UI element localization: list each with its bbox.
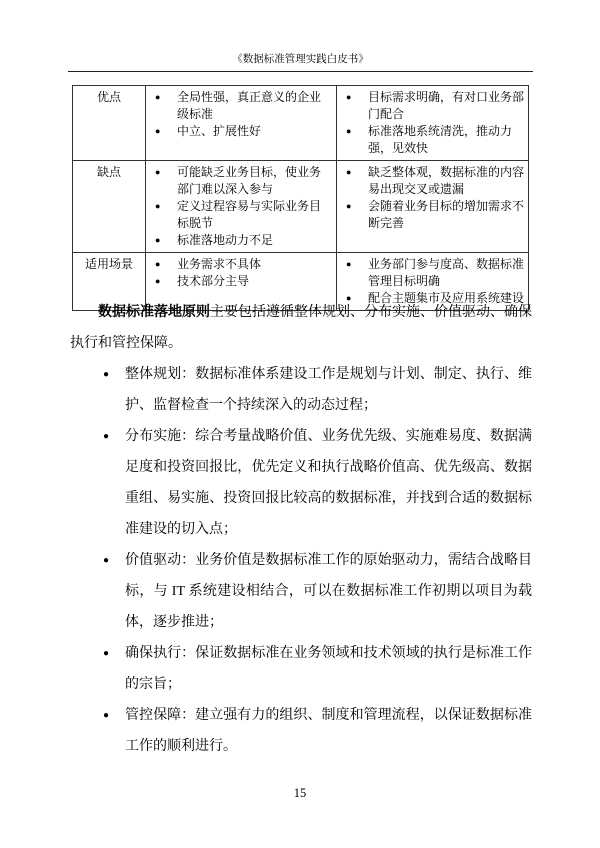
bullet-text: 会随着业务目标的增加需求不断完善	[368, 199, 525, 230]
bullet-item	[343, 89, 524, 123]
bullet-icon: ●	[155, 259, 161, 269]
bullet-item	[152, 198, 332, 232]
bullet-icon: ●	[155, 276, 161, 286]
principles-list	[70, 359, 532, 762]
bullet-text: 定义过程容易与实际业务目标脱节	[177, 199, 322, 230]
bullet-icon: ●	[155, 167, 161, 177]
principle-item	[70, 359, 532, 421]
bullet-text: 技术部分主导	[177, 274, 250, 288]
bullet-text: 标准落地系统清洗，推动力强，见效快	[368, 124, 513, 155]
row-label: 缺点	[73, 161, 146, 253]
bullet-icon: ●	[346, 126, 352, 136]
bullet-icon: ●	[103, 431, 110, 442]
lead-paragraph-rest: 主要包括遵循整体规划、分布实施、价值驱动、确保执行和管控保障。	[70, 305, 532, 351]
bullet-item	[343, 256, 524, 290]
bullet-item	[343, 164, 524, 198]
bullet-icon: ●	[103, 369, 110, 380]
row-label: 适用场景	[73, 253, 146, 310]
lead-paragraph	[70, 297, 532, 359]
bullet-icon: ●	[346, 259, 352, 269]
bullet-icon: ●	[155, 126, 161, 136]
row-col-right	[337, 86, 528, 161]
bullet-icon: ●	[155, 235, 161, 245]
principle-text: 分布实施：综合考量战略价值、业务优先级、实施难易度、数据满足度和投资回报比，优先定义和执行战略价值高、优先级高、数据重组、易实施、投资回报比较高的数据标准，并找到合适的数据标准建设的切入点；	[125, 429, 532, 537]
bullet-text: 标准落地动力不足	[177, 233, 274, 247]
body-text	[70, 297, 532, 762]
bullet-text: 中立、扩展性好	[177, 124, 262, 138]
principle-item	[70, 638, 532, 700]
bullet-icon: ●	[155, 92, 161, 102]
page-footer	[0, 786, 600, 801]
bullet-icon: ●	[346, 92, 352, 102]
principle-item	[70, 545, 532, 638]
bullet-icon: ●	[346, 201, 352, 211]
header-title: 《数据标准管理实践白皮书》	[232, 54, 369, 65]
page-number: 15	[293, 786, 307, 800]
bullet-icon: ●	[346, 293, 352, 303]
principle-text: 价值驱动：业务价值是数据标准工作的原始驱动力，需结合战略目标，与 IT 系统建设相结合，可以在数据标准工作初期以项目为载体，逐步推进；	[125, 553, 532, 630]
lead-paragraph-bold: 数据标准落地原则	[98, 305, 210, 320]
bullet-icon: ●	[346, 167, 352, 177]
principle-item	[70, 700, 532, 762]
principle-text: 确保执行：保证数据标准在业务领域和技术领域的执行是标准工作的宗旨；	[125, 646, 532, 692]
row-col-right	[337, 161, 528, 253]
principle-text: 管控保障：建立强有力的组织、制度和管理流程，以保证数据标准工作的顺利进行。	[125, 708, 532, 754]
bullet-item	[152, 164, 332, 198]
bullet-item	[152, 123, 332, 140]
page-header	[68, 53, 533, 72]
bullet-icon: ●	[103, 555, 110, 566]
bullet-text: 业务需求不具体	[177, 257, 262, 271]
bullet-icon: ●	[103, 648, 110, 659]
bullet-icon: ●	[103, 710, 110, 721]
principle-item	[70, 421, 532, 545]
bullet-item	[152, 273, 332, 290]
bullet-text: 全局性强，真正意义的企业级标准	[177, 90, 322, 121]
bullet-text: 可能缺乏业务目标，使业务部门难以深入参与	[177, 165, 322, 196]
bullet-text: 缺乏整体观，数据标准的内容易出现交叉或遗漏	[368, 165, 525, 196]
bullet-icon: ●	[155, 201, 161, 211]
row-col-left	[146, 161, 337, 253]
bullet-item	[343, 123, 524, 157]
comparison-table	[72, 85, 529, 311]
bullet-item	[343, 198, 524, 232]
row-label: 优点	[73, 86, 146, 161]
bullet-text: 目标需求明确，有对口业务部门配合	[368, 90, 525, 121]
bullet-item	[152, 256, 332, 273]
bullet-item	[152, 232, 332, 249]
bullet-item	[152, 89, 332, 123]
principle-text: 整体规划：数据标准体系建设工作是规划与计划、制定、执行、维护、监督检查一个持续深入的动态过程；	[125, 367, 532, 413]
bullet-text: 配合主题集市及应用系统建设	[368, 291, 525, 305]
row-col-left	[146, 86, 337, 161]
bullet-text: 业务部门参与度高、数据标准管理目标明确	[368, 257, 525, 288]
